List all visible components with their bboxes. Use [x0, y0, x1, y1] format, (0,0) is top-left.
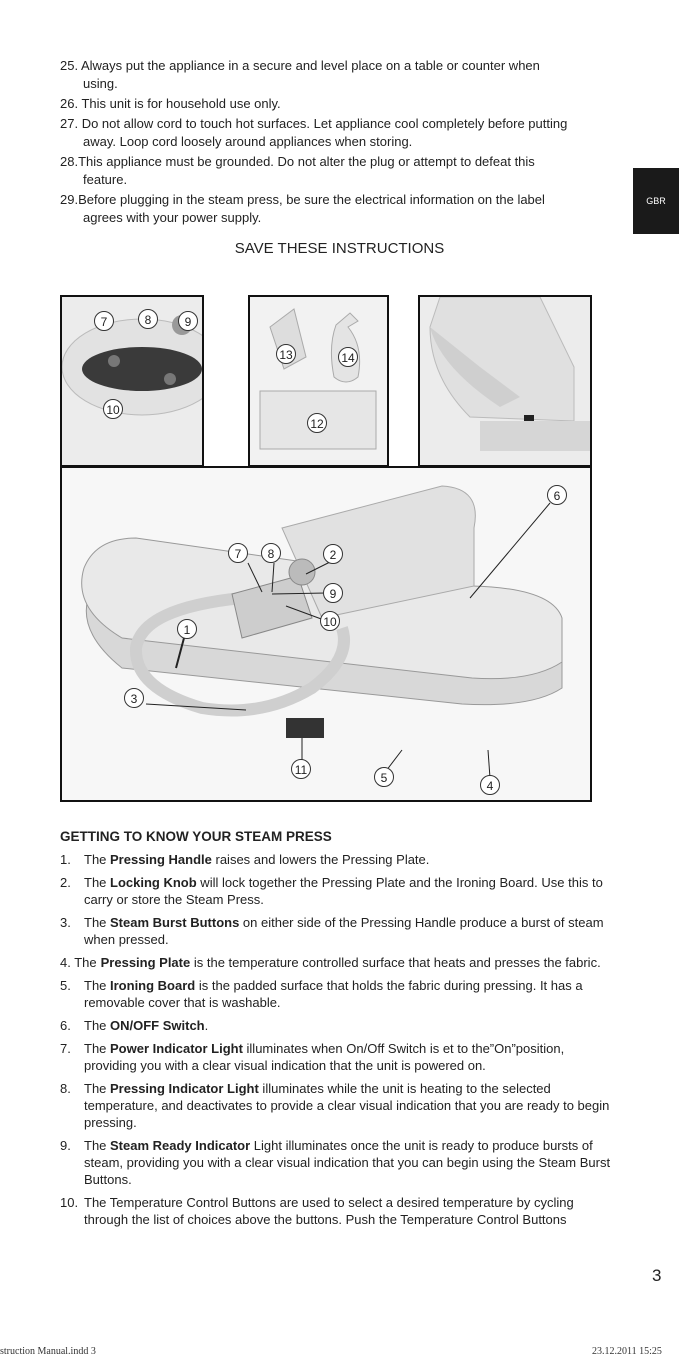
steam-press-diagram — [60, 466, 592, 802]
save-instructions-title: SAVE THESE INSTRUCTIONS — [234, 240, 445, 257]
getting-to-know-heading: GETTING TO KNOW YOUR STEAM PRESS — [60, 829, 332, 844]
callout-9-main: 9 — [323, 583, 343, 603]
control-panel-closeup — [60, 295, 204, 467]
list-item: 8. The Pressing Indicator Light illuminates while the unit is heating to the selected temperature, and deactivates to provide a clear visual indication that you are ready to begin pressing. — [60, 1081, 610, 1130]
footer-filename: struction Manual.indd 3 — [0, 1346, 96, 1357]
callout-14: 14 — [338, 347, 358, 367]
accessories-closeup — [248, 295, 389, 467]
callout-10: 10 — [103, 399, 123, 419]
warning-25: 25. Always put the appliance in a secure and level place on a table or counter when using. — [60, 58, 540, 91]
callout-8: 8 — [138, 309, 158, 329]
callout-8-main: 8 — [261, 543, 281, 563]
callout-7: 7 — [94, 311, 114, 331]
callout-13: 13 — [276, 344, 296, 364]
list-item: 2. The Locking Knob will lock together the Pressing Plate and the Ironing Board. Use this to carry or store the Steam Press. — [60, 875, 603, 907]
callout-7-main: 7 — [228, 543, 248, 563]
callout-3: 3 — [124, 688, 144, 708]
list-item: 1. The Pressing Handle raises and lowers the Pressing Plate. — [60, 852, 430, 867]
warning-29: 29.Before plugging in the steam press, be sure the electrical information on the label agrees with your power supply. — [60, 192, 545, 225]
list-item: 3. The Steam Burst Buttons on either side of the Pressing Handle produce a burst of steam when pressed. — [60, 915, 604, 947]
callout-10-main: 10 — [320, 611, 340, 631]
list-item: 4. The Pressing Plate is the temperature controlled surface that heats and presses the fabric. — [60, 955, 601, 970]
callout-6: 6 — [547, 485, 567, 505]
parts-list — [60, 851, 620, 1234]
callout-2: 2 — [323, 544, 343, 564]
warning-27: 27. Do not allow cord to touch hot surfaces. Let appliance cool completely before putting away. Loop cord loosely around appliances when storing. — [60, 116, 568, 149]
callout-1: 1 — [177, 619, 197, 639]
footer-timestamp: 23.12.2011 15:25 — [592, 1346, 662, 1357]
language-tab: GBR — [633, 168, 679, 234]
callout-4: 4 — [480, 775, 500, 795]
callout-5: 5 — [374, 767, 394, 787]
switch-illustration — [420, 297, 590, 465]
list-item: 6. The ON/OFF Switch. — [60, 1018, 209, 1033]
callout-11: 11 — [291, 759, 311, 779]
warning-26: 26. This unit is for household use only. — [60, 96, 281, 111]
callout-12: 12 — [307, 413, 327, 433]
switch-closeup — [418, 295, 592, 467]
accessories-illustration — [250, 297, 387, 465]
steam-press-illustration — [62, 468, 590, 800]
list-item: 7. The Power Indicator Light illuminates when On/Off Switch is et to the”On”position, providing you with a clear visual indication that the unit is powered on. — [60, 1041, 565, 1073]
list-item: 5. The Ironing Board is the padded surface that holds the fabric during pressing. It has a removable cover that is washable. — [60, 978, 583, 1010]
list-item: 9. The Steam Ready Indicator Light illuminates once the unit is ready to produce bursts of steam, providing you with a clear visual indication that you can begin using the Steam Burst Buttons. — [60, 1138, 611, 1187]
list-item: 10. The Temperature Control Buttons are used to select a desired temperature by cycling through the list of choices above the buttons. Push the Temperature Control Buttons — [60, 1195, 574, 1227]
callout-9: 9 — [178, 311, 198, 331]
warning-28: 28.This appliance must be grounded. Do not alter the plug or attempt to defeat this feature. — [60, 154, 535, 187]
page-number: 3 — [652, 1266, 662, 1285]
